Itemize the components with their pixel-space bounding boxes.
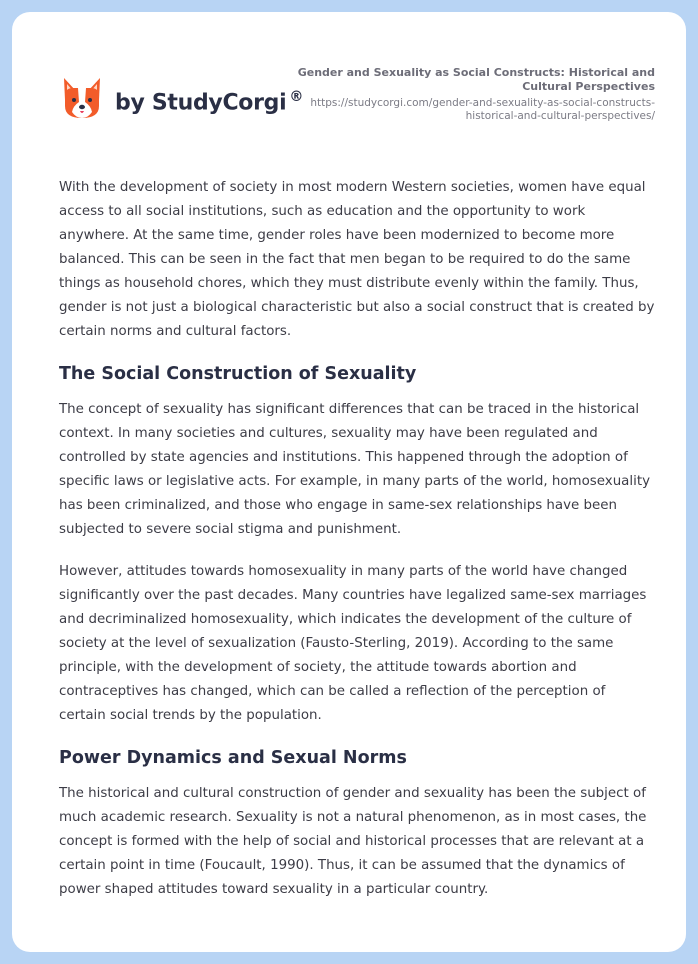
document-page xyxy=(12,12,686,952)
document-title: Gender and Sexuality as Social Constructs: Historical and Cultural Perspectives xyxy=(297,66,655,93)
registered-mark: ® xyxy=(289,88,304,105)
section-heading-social-construction: The Social Construction of Sexuality xyxy=(59,364,417,384)
brand-name: by StudyCorgi ® xyxy=(115,88,304,116)
section1-paragraph-1: The concept of sexuality has significant differences that can be traced in the historical context. In many societies and cultures, sexuality may have been regulated and controlled by state agencies and institutions. This happened through the adoption of specific laws or legislative acts. For example, in many parts of the world, homosexuality has been criminalized, and those who engage in same-sex relationships have been subjected to severe social stigma and punishment. xyxy=(59,402,651,537)
section1-paragraph-2: However, attitudes towards homosexuality in many parts of the world have changed significantly over the past decades. Many countries have legalized same-sex marriages and decriminalized homosexuality, which indicates the development of the culture of society at the level of sexualization (Fausto-Sterling, 2019). According to the same principle, with the development of society, the attitude towards abortion and contraceptives has changed, which can be called a reflection of the perception of certain social trends by the population. xyxy=(59,564,647,723)
intro-paragraph: With the development of society in most modern Western societies, women have equal access to all social institutions, such as education and the opportunity to work anywhere. At the same time, gender roles have been modernized to become more balanced. This can be seen in the fact that men began to be required to do the same things as household chores, which they must distribute evenly within the family. Thus, gender is not just a biological characteristic but also a social construct that is created by certain norms and cultural factors. xyxy=(59,180,655,339)
section2-paragraph-1: The historical and cultural construction of gender and sexuality has been the subject of much academic research. Sexuality is not a natural phenomenon, as in most cases, the concept is formed with the help of social and historical processes that are relevant at a certain point in time (Foucault, 1990). Thus, it can be assumed that the dynamics of power shaped attitudes toward sexuality in a particular country. xyxy=(59,786,647,897)
document-url[interactable]: https://studycorgi.com/gender-and-sexuality-as-social-constructs-historical-and-cultural-perspectives/ xyxy=(310,97,655,122)
studycorgi-logo[interactable] xyxy=(61,76,303,122)
section-heading-power-dynamics: Power Dynamics and Sexual Norms xyxy=(59,748,407,768)
document-meta xyxy=(295,66,655,123)
article-content xyxy=(59,176,655,902)
page-header xyxy=(12,12,686,142)
corgi-icon xyxy=(61,76,103,122)
